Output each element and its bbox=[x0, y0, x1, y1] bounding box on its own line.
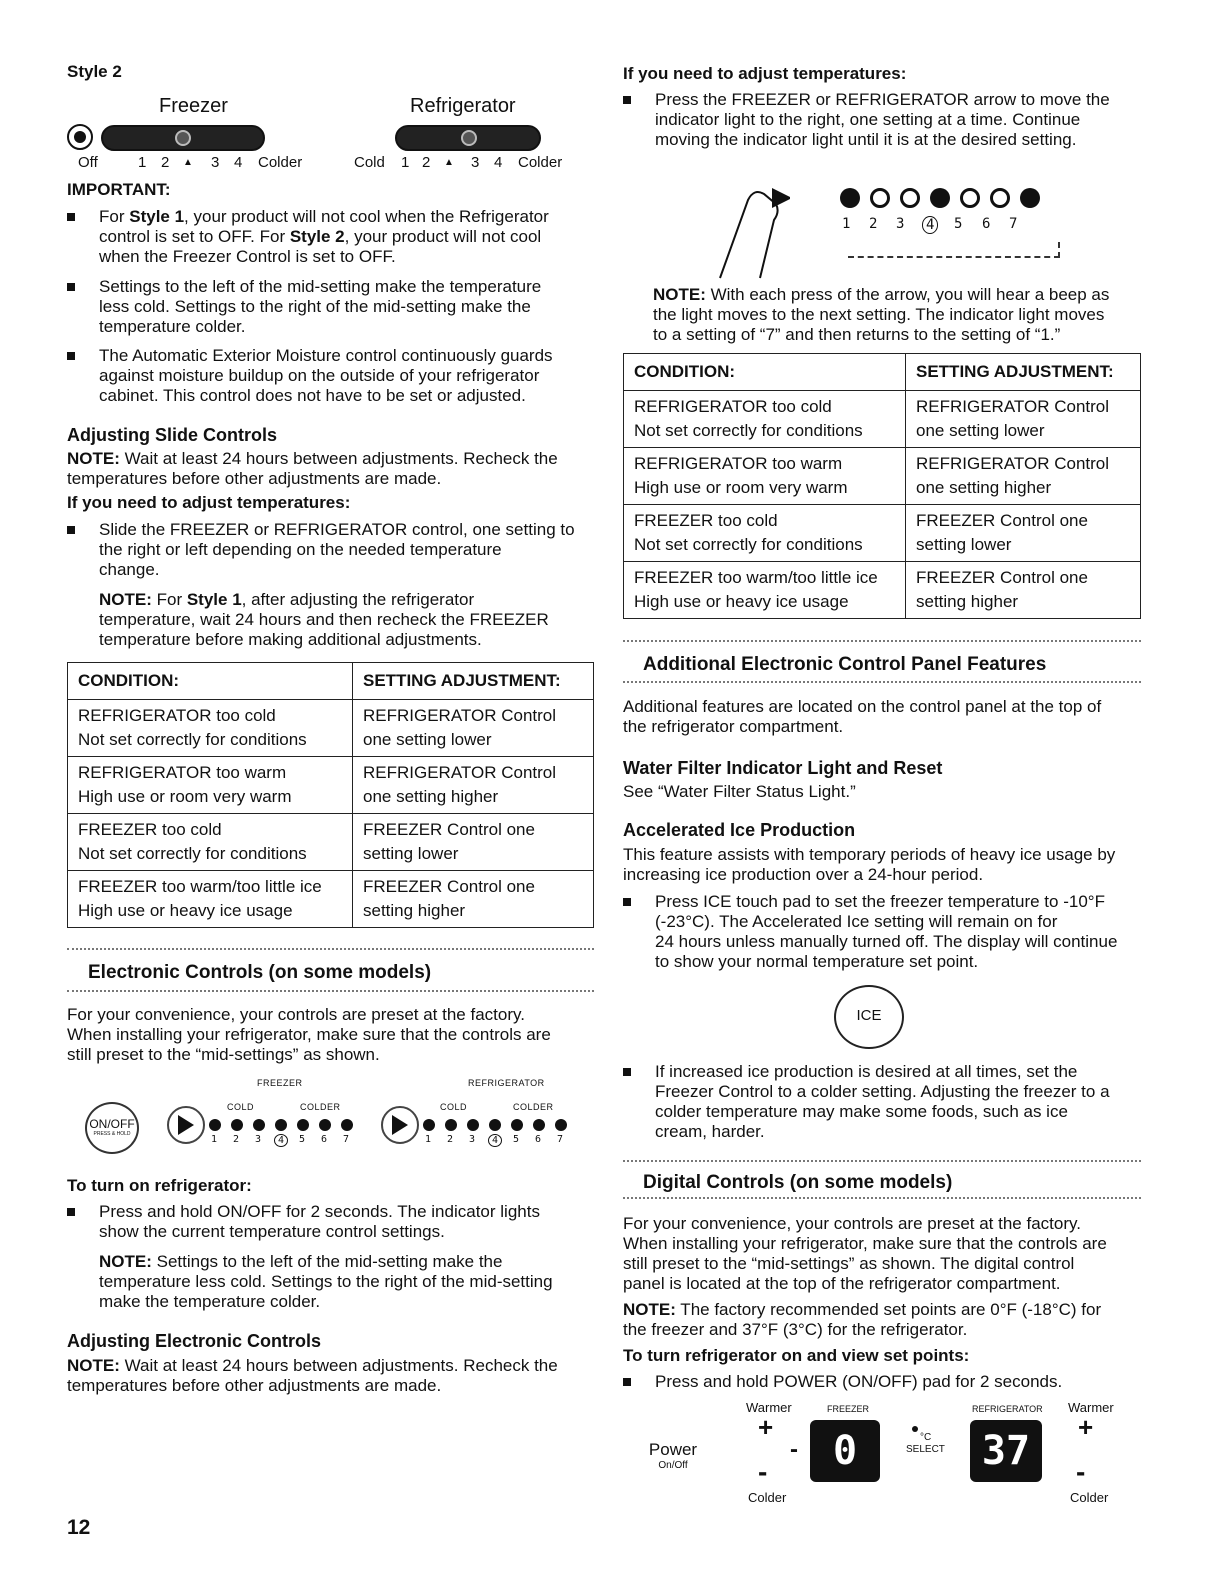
if-adjust-heading: If you need to adjust temperatures: bbox=[67, 493, 351, 512]
adjusting-electronic-heading: Adjusting Electronic Controls bbox=[67, 1331, 322, 1351]
additional-features-heading: Additional Electronic Control Panel Features bbox=[643, 654, 1047, 675]
header-condition: CONDITION: bbox=[624, 354, 906, 391]
dotted-divider bbox=[623, 681, 1141, 683]
dotted-divider bbox=[623, 1197, 1141, 1199]
right-if-adjust-heading: If you need to adjust temperatures: bbox=[623, 64, 907, 83]
select-button[interactable]: SELECT bbox=[906, 1444, 945, 1455]
turn-on-view-heading: To turn refrigerator on and view set points: bbox=[623, 1346, 970, 1365]
digital-controls-heading: Digital Controls (on some models) bbox=[643, 1172, 953, 1193]
electronic-para: For your convenience, your controls are preset at the factory. When installing your refrigerator, make sure that the controls are still preset to the “mid-settings” as shown. bbox=[67, 1005, 551, 1064]
ice-button[interactable]: ICE bbox=[834, 985, 904, 1049]
freezer-minus-button[interactable]: - bbox=[790, 1436, 798, 1463]
table-row: REFRIGERATOR too warm High use or room very warm REFRIGERATOR Control one setting higher bbox=[624, 448, 1141, 505]
electronic-controls-heading: Electronic Controls (on some models) bbox=[88, 962, 432, 983]
cycle-arrow-dashed bbox=[848, 242, 1060, 258]
refrigerator-display: 37 bbox=[970, 1420, 1042, 1482]
table-row: REFRIGERATOR too cold Not set correctly for conditions REFRIGERATOR Control one setting lower bbox=[68, 700, 594, 757]
table-header-row bbox=[624, 354, 1141, 391]
table-row: FREEZER too cold Not set correctly for conditions FREEZER Control one setting lower bbox=[68, 814, 594, 871]
page-number: 12 bbox=[67, 1516, 91, 1539]
adjustment-table-left bbox=[67, 662, 594, 928]
indicator-light-diagram: 1 2 3 4 5 6 7 bbox=[700, 160, 1080, 280]
freezer-arrow-button[interactable] bbox=[167, 1106, 205, 1144]
off-indicator-icon bbox=[67, 124, 93, 150]
unit-celsius-label: °C bbox=[920, 1432, 932, 1443]
table-header-row bbox=[68, 663, 594, 700]
freezer-panel-label: FREEZER bbox=[827, 1404, 870, 1414]
scale-2: 2 bbox=[161, 154, 170, 171]
refrigerator-label: Refrigerator bbox=[410, 95, 516, 117]
scale-1: 1 bbox=[138, 154, 147, 171]
scale-1: 1 bbox=[401, 154, 410, 171]
panel-freezer-label: FREEZER bbox=[257, 1078, 303, 1088]
freezer-display: 0 bbox=[810, 1420, 880, 1482]
refrigerator-panel-label: REFRIGERATOR bbox=[972, 1404, 1043, 1414]
digital-panel-illustration bbox=[640, 1398, 1140, 1508]
panel-refrigerator-label: REFRIGERATOR bbox=[468, 1078, 545, 1088]
scale-4: 4 bbox=[234, 154, 243, 171]
freezer-minus-button-2[interactable]: - bbox=[758, 1456, 768, 1487]
dotted-divider bbox=[623, 640, 1141, 642]
scale-off: Off bbox=[78, 154, 98, 171]
freezer-warmer-label: Warmer bbox=[746, 1400, 792, 1415]
refrigerator-colder-label: Colder bbox=[1070, 1490, 1109, 1505]
scale-colder: Colder bbox=[518, 154, 563, 171]
scale-2: 2 bbox=[422, 154, 431, 171]
adjustment-table-right bbox=[623, 353, 1141, 619]
refrigerator-warmer-label: Warmer bbox=[1068, 1400, 1114, 1415]
dotted-divider bbox=[623, 1160, 1141, 1162]
dotted-divider bbox=[67, 990, 594, 992]
freezer-slider[interactable] bbox=[101, 125, 265, 151]
water-filter-heading: Water Filter Indicator Light and Reset bbox=[623, 758, 943, 778]
freezer-slider-knob[interactable] bbox=[175, 130, 191, 146]
scale-3: 3 bbox=[211, 154, 220, 171]
refrigerator-arrow-button[interactable] bbox=[381, 1106, 419, 1144]
slide-note: NOTE: For Style 1, after adjusting the refrigerator temperature, wait 24 hours and then recheck the FREEZER temperature before making additional adjustments. bbox=[99, 590, 549, 649]
additional-para: Additional features are located on the control panel at the top of the refrigerator compartment. bbox=[623, 697, 1102, 736]
refrigerator-colder-label: COLDER bbox=[513, 1102, 554, 1112]
finger-press-icon bbox=[700, 160, 790, 280]
refrigerator-slider[interactable] bbox=[395, 125, 541, 151]
scale-colder: Colder bbox=[258, 154, 303, 171]
scale-cold: Cold bbox=[354, 154, 385, 171]
onoff-button[interactable]: ON/OFF PRESS & HOLD bbox=[85, 1102, 139, 1154]
table-row: FREEZER too warm/too little ice High use or heavy ice usage FREEZER Control one setting higher bbox=[624, 562, 1141, 619]
table-row: REFRIGERATOR too cold Not set correctly for conditions REFRIGERATOR Control one setting lower bbox=[624, 391, 1141, 448]
freezer-plus-button[interactable]: + bbox=[758, 1412, 774, 1442]
freezer-label: Freezer bbox=[159, 95, 228, 117]
freezer-cold-label: COLD bbox=[227, 1102, 255, 1112]
scale-3: 3 bbox=[471, 154, 480, 171]
important-heading: IMPORTANT: bbox=[67, 180, 171, 199]
accelerated-ice-heading: Accelerated Ice Production bbox=[623, 820, 856, 840]
freezer-colder-label: COLDER bbox=[300, 1102, 341, 1112]
water-filter-para: See “Water Filter Status Light.” bbox=[623, 782, 856, 801]
refrigerator-minus-button[interactable]: - bbox=[1076, 1456, 1086, 1487]
slide-controls-illustration bbox=[65, 95, 595, 175]
refrigerator-cold-label: COLD bbox=[440, 1102, 468, 1112]
style2-heading: Style 2 bbox=[67, 62, 122, 81]
electronic-panel-illustration: FREEZER REFRIGERATOR ON/OFF PRESS & HOLD COLD COLDER 1 2 3 4 5 6 7 COLD COLDER 1 2 3 4 5 6 7 bbox=[85, 1078, 595, 1160]
turn-on-heading: To turn on refrigerator: bbox=[67, 1176, 252, 1195]
accelerated-ice-para: This feature assists with temporary periods of heavy ice usage by increasing ice production over a 24-hour period. bbox=[623, 845, 1116, 884]
scale-mid-arrow: ▲ bbox=[183, 157, 193, 168]
right-note: NOTE: With each press of the arrow, you will hear a beep as the light moves to the next setting. The indicator light moves to a setting of “7” and then returns to the setting of “1.” bbox=[653, 285, 1110, 344]
refrigerator-slider-knob[interactable] bbox=[461, 130, 477, 146]
turn-on-note: NOTE: Settings to the left of the mid-setting make the temperature less cold. Settings to the right of the mid-setting make the temperature colder. bbox=[99, 1252, 553, 1311]
scale-mid-arrow: ▲ bbox=[444, 157, 454, 168]
header-setting: SETTING ADJUSTMENT: bbox=[353, 663, 594, 700]
dotted-divider bbox=[67, 948, 594, 950]
freezer-colder-label: Colder bbox=[748, 1490, 787, 1505]
unit-indicator-dot bbox=[912, 1426, 918, 1432]
digital-note: NOTE: The factory recommended set points are 0°F (-18°C) for the freezer and 37°F (3°C) for the refrigerator. bbox=[623, 1300, 1102, 1339]
adjusting-electronic-note: NOTE: Wait at least 24 hours between adjustments. Recheck the temperatures before other adjustments are made. bbox=[67, 1356, 558, 1395]
adjusting-slide-note: NOTE: Wait at least 24 hours between adjustments. Recheck the temperatures before other adjustments are made. bbox=[67, 449, 558, 488]
table-row: REFRIGERATOR too warm High use or room very warm REFRIGERATOR Control one setting higher bbox=[68, 757, 594, 814]
digital-para: For your convenience, your controls are preset at the factory. When installing your refrigerator, make sure that the controls are still preset to the “mid-settings” as shown. The digital control panel is located at the top of the refrigerator compartment. bbox=[623, 1214, 1107, 1293]
scale-4: 4 bbox=[494, 154, 503, 171]
header-condition: CONDITION: bbox=[68, 663, 353, 700]
table-row: FREEZER too cold Not set correctly for conditions FREEZER Control one setting lower bbox=[624, 505, 1141, 562]
indicator-dots-row bbox=[840, 188, 1040, 213]
refrigerator-plus-button[interactable]: + bbox=[1078, 1412, 1094, 1442]
header-setting: SETTING ADJUSTMENT: bbox=[906, 354, 1141, 391]
power-button[interactable]: Power On/Off bbox=[648, 1440, 698, 1471]
table-row: FREEZER too warm/too little ice High use or heavy ice usage FREEZER Control one setting higher bbox=[68, 871, 594, 928]
adjusting-slide-heading: Adjusting Slide Controls bbox=[67, 425, 277, 445]
